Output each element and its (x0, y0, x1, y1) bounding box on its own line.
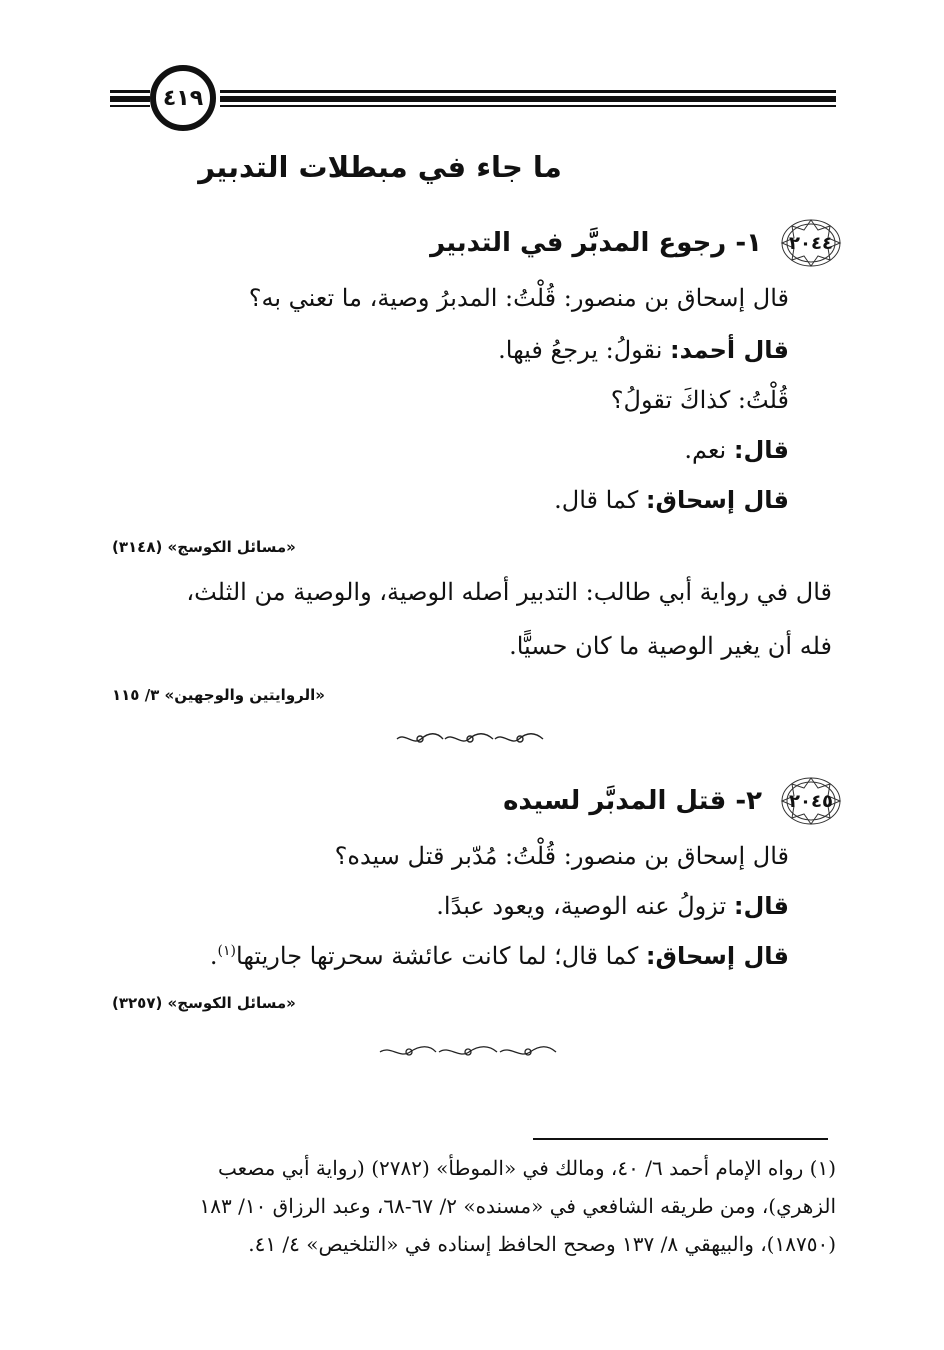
line-text: كما قال. (554, 486, 639, 514)
text-line (436, 892, 789, 920)
line-text: نقولُ: يرجعُ فيها. (498, 336, 663, 364)
text-line (335, 842, 789, 870)
hadith-number-badge (780, 218, 842, 268)
line-end: . (209, 942, 218, 970)
chapter-title: ما جاء في مبطلات التدبير (198, 150, 562, 184)
page-number: ٤١٩ (150, 65, 216, 131)
line-text: نعم. (684, 436, 727, 464)
text-line: قال في رواية أبي طالب: التدبير أصله الوصية، والوصية من الثلث، (186, 578, 832, 606)
line-text: قال إسحاق بن منصور: قُلْتُ: مُدّبر قتل سيده؟ (334, 842, 789, 870)
footnote-line: الزهري)، ومن طريقه الشافعي في «مسنده» ٢/ ٦٧-٦٨، وعبد الرزاق ١٠/ ١٨٣ (199, 1194, 836, 1218)
section-heading (242, 776, 842, 826)
footnote-line: (١٨٧٥٠)، والبيهقي ٨/ ١٣٧ وصحح الحافظ إسناده في «التلخيص» ٤/ ٤١. (248, 1232, 836, 1256)
text-line: فله أن يغير الوصية ما كان حسيًّا. (509, 632, 832, 660)
section-heading (242, 218, 842, 268)
header-rule (110, 105, 150, 107)
speaker-label: قال إسحاق: (645, 486, 789, 514)
header-rule (220, 105, 836, 107)
footnote-line: (١) رواه الإمام أحمد ٦/ ٤٠، ومالك في «الموطأ» (٢٧٨٢) (رواية أبي مصعب (218, 1156, 836, 1180)
source-citation: «الروايتين والوجهين» ٣/ ١١٥ (112, 686, 325, 704)
line-text: تزولُ عنه الوصية، ويعود عبدًا. (436, 892, 727, 920)
source-citation: «مسائل الكوسج» (٣٢٥٧) (112, 994, 296, 1012)
line-text: كما قال؛ لما كانت عائشة سحرتها جاريتها (236, 942, 639, 970)
line-text: قال إسحاق بن منصور: قُلْتُ: المدبرُ وصية، ما تعني به؟ (248, 284, 789, 312)
text-line (249, 284, 789, 312)
header-rule (110, 96, 150, 102)
text-line (210, 942, 789, 970)
speaker-label: قال إسحاق: (645, 942, 789, 970)
section-title: ١- رجوع المدبَّر في التدبير (430, 228, 762, 258)
line-text: قُلْتُ: كذاكَ تقولُ؟ (610, 386, 789, 414)
text-line (611, 386, 789, 414)
text-line (554, 486, 789, 514)
speaker-label: قال أحمد: (670, 336, 789, 364)
hadith-number-badge (780, 776, 842, 826)
divider-ornament-icon (395, 731, 545, 747)
header-rule (110, 90, 150, 93)
footnote-ref[interactable]: (١) (217, 943, 236, 959)
page-header (110, 62, 836, 142)
speaker-label: قال: (733, 436, 789, 464)
source-citation: «مسائل الكوسج» (٣١٤٨) (112, 538, 296, 556)
section-title: ٢- قتل المدبَّر لسيده (503, 786, 762, 816)
hadith-number: ٢٠٤٤ (789, 232, 833, 254)
hadith-number: ٢٠٤٥ (789, 790, 833, 812)
text-line (684, 436, 789, 464)
text-line (498, 336, 789, 364)
speaker-label: قال: (733, 892, 789, 920)
divider-ornament-icon (378, 1044, 558, 1060)
header-rule (220, 96, 836, 102)
header-rule (220, 90, 836, 93)
footnote-rule (533, 1138, 828, 1140)
